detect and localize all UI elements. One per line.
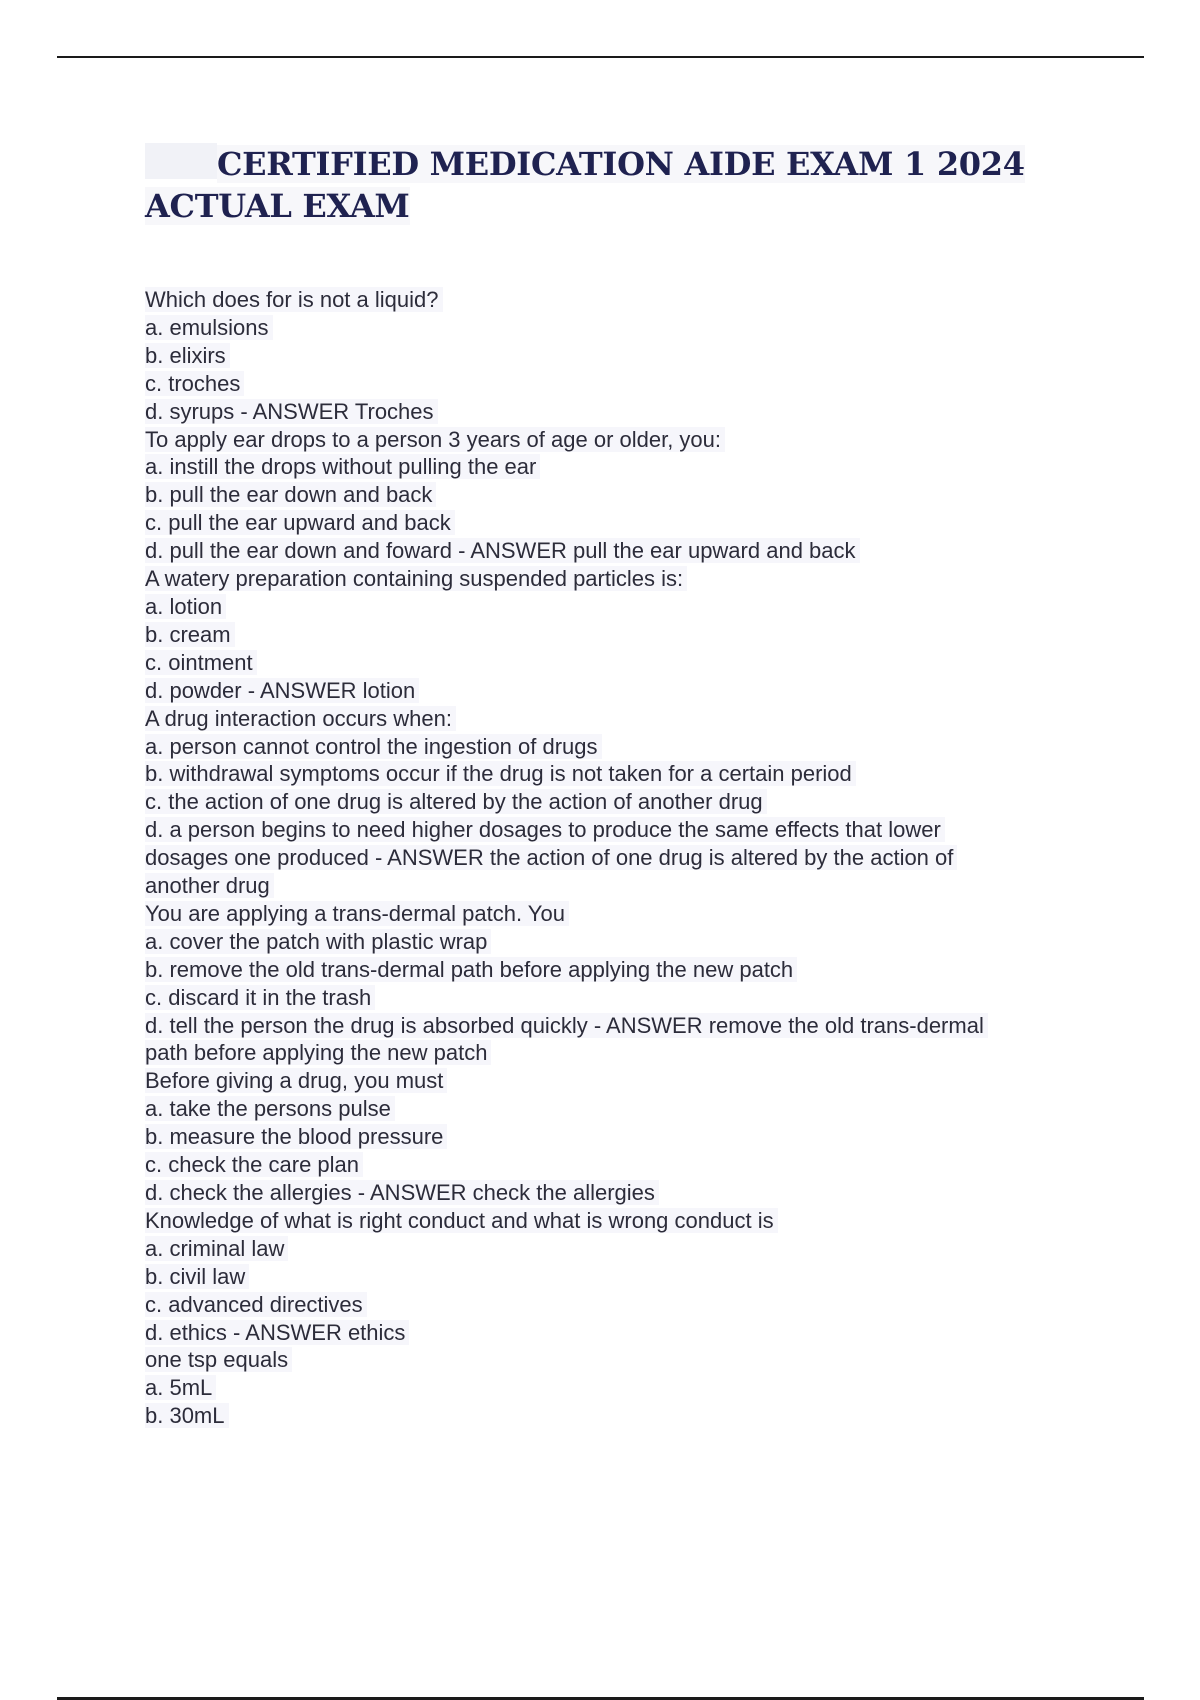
text-line-content: b. 30mL (145, 1403, 229, 1428)
text-line-content: b. withdrawal symptoms occur if the drug is not taken for a certain period (145, 761, 856, 786)
text-line-content: path before applying the new patch (145, 1040, 491, 1065)
text-line-content: a. person cannot control the ingestion of drugs (145, 734, 602, 759)
text-line-content: To apply ear drops to a person 3 years of age or older, you: (145, 427, 725, 452)
text-line-content: d. a person begins to need higher dosages to produce the same effects that lower (145, 817, 945, 842)
text-line-content: d. check the allergies - ANSWER check the allergies (145, 1180, 659, 1205)
text-line (145, 1012, 1085, 1040)
text-line (145, 928, 1085, 956)
text-line-content: c. pull the ear upward and back (145, 510, 455, 535)
text-line (145, 565, 1085, 593)
text-line (145, 426, 1085, 454)
text-line-content: a. 5mL (145, 1375, 216, 1400)
text-line-content: a. instill the drops without pulling the ear (145, 454, 540, 479)
text-line-content: a. criminal law (145, 1236, 288, 1261)
text-line-content: b. cream (145, 622, 235, 647)
title-line-1: CERTIFIED MEDICATION AIDE EXAM 1 2024 (217, 145, 1025, 183)
text-line-content: c. check the care plan (145, 1152, 363, 1177)
text-line (145, 872, 1085, 900)
text-line-content: d. pull the ear down and foward - ANSWER pull the ear upward and back (145, 538, 860, 563)
text-line (145, 1291, 1085, 1319)
text-line-content: You are applying a trans-dermal patch. You (145, 901, 569, 926)
text-line-content: b. pull the ear down and back (145, 482, 436, 507)
text-line (145, 621, 1085, 649)
text-line (145, 593, 1085, 621)
text-line (145, 1319, 1085, 1347)
text-line (145, 760, 1085, 788)
text-line-content: one tsp equals (145, 1347, 292, 1372)
text-line-content: a. lotion (145, 594, 226, 619)
text-line (145, 844, 1085, 872)
text-line (145, 509, 1085, 537)
text-line (145, 733, 1085, 761)
text-line (145, 481, 1085, 509)
text-line-content: b. civil law (145, 1264, 249, 1289)
text-line (145, 1374, 1085, 1402)
text-line-content: c. troches (145, 371, 244, 396)
text-line (145, 816, 1085, 844)
text-line-content: a. emulsions (145, 315, 273, 340)
text-line (145, 286, 1085, 314)
text-line (145, 984, 1085, 1012)
top-rule (57, 56, 1144, 58)
text-line-content: c. ointment (145, 650, 257, 675)
text-line (145, 649, 1085, 677)
text-line-content: A watery preparation containing suspended particles is: (145, 566, 687, 591)
text-line-content: b. remove the old trans-dermal path before applying the new patch (145, 957, 797, 982)
text-line (145, 1039, 1085, 1067)
text-line (145, 314, 1085, 342)
text-line-content: another drug (145, 873, 274, 898)
text-line (145, 453, 1085, 481)
text-line-content: b. measure the blood pressure (145, 1124, 447, 1149)
text-line-content: a. take the persons pulse (145, 1096, 395, 1121)
text-line-content: d. tell the person the drug is absorbed quickly - ANSWER remove the old trans-dermal (145, 1013, 988, 1038)
text-line (145, 1263, 1085, 1291)
text-line (145, 1151, 1085, 1179)
text-line (145, 1067, 1085, 1095)
text-line (145, 788, 1085, 816)
title-line-2: ACTUAL EXAM (145, 187, 410, 225)
text-line (145, 1179, 1085, 1207)
text-line-content: Knowledge of what is right conduct and what is wrong conduct is (145, 1208, 778, 1233)
text-line-content: Which does for is not a liquid? (145, 287, 443, 312)
text-line (145, 956, 1085, 984)
text-line (145, 537, 1085, 565)
title-indent (145, 143, 217, 179)
text-line (145, 677, 1085, 705)
text-line (145, 1346, 1085, 1374)
text-line-content: d. syrups - ANSWER Troches (145, 399, 438, 424)
document-body (145, 286, 1085, 1430)
text-line (145, 1095, 1085, 1123)
text-line (145, 1235, 1085, 1263)
text-line (145, 900, 1085, 928)
text-line-content: c. the action of one drug is altered by the action of another drug (145, 789, 767, 814)
text-line-content: Before giving a drug, you must (145, 1068, 447, 1093)
text-line-content: dosages one produced - ANSWER the action of one drug is altered by the action of (145, 845, 957, 870)
text-line (145, 1123, 1085, 1151)
document-title (145, 143, 1105, 227)
text-line (145, 342, 1085, 370)
text-line-content: a. cover the patch with plastic wrap (145, 929, 491, 954)
text-line-content: d. ethics - ANSWER ethics (145, 1320, 409, 1345)
text-line (145, 1207, 1085, 1235)
text-line (145, 1402, 1085, 1430)
text-line (145, 370, 1085, 398)
text-line-content: c. advanced directives (145, 1292, 367, 1317)
text-line-content: b. elixirs (145, 343, 230, 368)
text-line (145, 398, 1085, 426)
text-line-content: c. discard it in the trash (145, 985, 375, 1010)
text-line (145, 705, 1085, 733)
text-line-content: A drug interaction occurs when: (145, 706, 456, 731)
text-line-content: d. powder - ANSWER lotion (145, 678, 419, 703)
